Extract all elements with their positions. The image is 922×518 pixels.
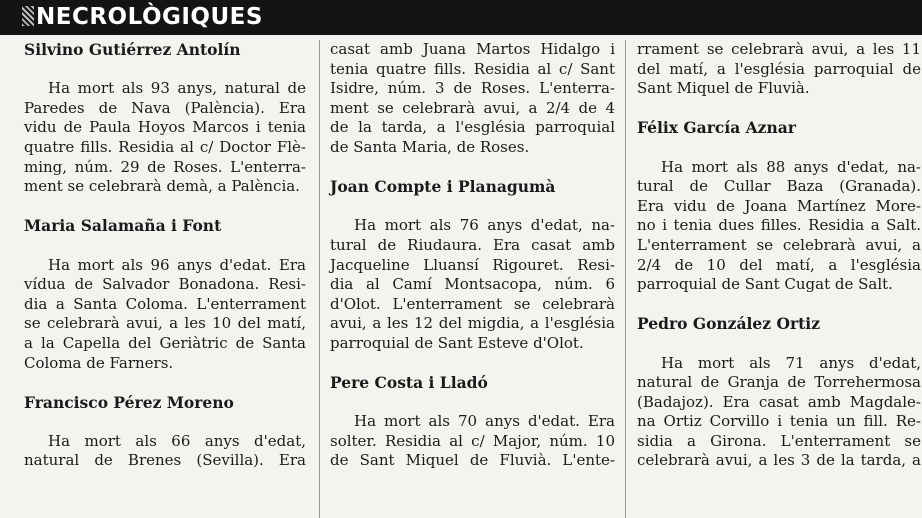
obituary-text-line: celebrarà avui, a les 3 de la tarda, a (637, 451, 921, 470)
paragraph-spacer (24, 197, 306, 217)
paragraph-spacer (330, 197, 615, 217)
obituary-text-line: ming, núm. 29 de Roses. L'enterra- (24, 157, 306, 176)
obituary-text-line: de Sant Miquel de Fluvià. L'ente- (330, 451, 615, 470)
obituary-text-line: solter. Residia al c/ Major, núm. 10 (330, 431, 615, 450)
deceased-name: Francisco Pérez Moreno (24, 392, 234, 412)
paragraph-spacer (24, 373, 306, 393)
obituary-text-line: natural de Granja de Torrehermosa (637, 373, 921, 392)
obituary-text-line: parroquial de Sant Cugat de Salt. (637, 275, 893, 294)
paragraph-spacer (330, 354, 615, 374)
obituary-column-3 (637, 40, 921, 518)
deceased-name: Pere Costa i Lladó (330, 373, 488, 393)
obituary-text-line: Ha mort als 76 anys d'edat, na- (354, 216, 615, 235)
obituary-text-line: Ha mort als 71 anys d'edat, (661, 353, 921, 372)
deceased-name: Pedro González Ortiz (637, 314, 820, 334)
header-texture-mark (22, 6, 34, 26)
obituary-text-line: vídua de Salvador Bonadona. Resi- (24, 275, 306, 294)
obituary-text-line: tural de Cullar Baza (Granada). (637, 177, 921, 196)
obituary-text-line: Ha mort als 70 anys d'edat. Era (354, 412, 615, 431)
obituary-text-line: de Santa Maria, de Roses. (330, 137, 530, 156)
obituary-text-line: tenia quatre fills. Residia al c/ Sant (330, 59, 615, 78)
obituary-text-line: del matí, a l'església parroquial de (637, 59, 921, 78)
deceased-name: Joan Compte i Planagumà (330, 177, 556, 197)
obituary-text-line: Coloma de Farners. (24, 353, 174, 372)
obituary-text-line: vidu de Paula Hoyos Marcos i tenia (24, 118, 306, 137)
section-header-bar (0, 0, 922, 35)
obituary-text-line: se celebrarà avui, a les 10 del matí, (24, 314, 306, 333)
obituary-text-line: tural de Riudaura. Era casat amb (330, 235, 615, 254)
deceased-name: Silvino Gutiérrez Antolín (24, 40, 241, 59)
obituary-text-line: de la tarda, a l'església parroquial (330, 118, 615, 137)
paragraph-spacer (24, 60, 306, 80)
obituary-text-line: dia al Camí Montsacopa, núm. 6 (330, 275, 615, 294)
obituary-text-line: Ha mort als 66 anys d'edat, (48, 431, 306, 450)
obituary-text-line: parroquial de Sant Esteve d'Olot. (330, 333, 584, 352)
obituary-text-line: Ha mort als 88 anys d'edat, na- (661, 157, 921, 176)
obituary-text-line: L'enterrament se celebrarà avui, a (637, 235, 921, 254)
obituary-column-1 (24, 40, 306, 518)
obituary-text-line: avui, a les 12 del migdia, a l'església (330, 314, 615, 333)
obituary-text-line: Paredes de Nava (Palència). Era (24, 98, 306, 117)
obituary-text-line: na Ortiz Corvillo i tenia un fill. Re- (637, 412, 921, 431)
obituary-text-line: quatre fills. Residia al c/ Doctor Flè- (24, 137, 306, 156)
obituary-text-line: Ha mort als 96 anys d'edat. Era (48, 255, 306, 274)
obituary-column-2 (330, 40, 615, 518)
obituary-text-line: casat amb Juana Martos Hidalgo i (330, 40, 615, 58)
obituary-text-line: Era vidu de Joana Martínez More- (637, 196, 921, 215)
obituary-text-line: rrament se celebrarà avui, a les 11 (637, 40, 921, 58)
paragraph-spacer (637, 138, 921, 158)
obituary-text-line: Isidre, núm. 3 de Roses. L'enterra- (330, 79, 615, 98)
obituary-text-line: sidia a Girona. L'enterrament se (637, 431, 921, 450)
column-divider (319, 40, 320, 518)
paragraph-spacer (24, 236, 306, 256)
obituary-text-line: dia a Santa Coloma. L'enterrament (24, 294, 306, 313)
obituary-text-line: natural de Brenes (Sevilla). Era (24, 451, 306, 470)
paragraph-spacer (330, 393, 615, 413)
paragraph-spacer (637, 295, 921, 315)
paragraph-spacer (24, 412, 306, 432)
paragraph-spacer (637, 334, 921, 354)
column-divider (625, 40, 626, 518)
obituary-text-line: ment se celebrarà demà, a Palència. (24, 177, 300, 196)
obituary-text-line: no i tenia dues filles. Residia a Salt. (637, 216, 921, 235)
paragraph-spacer (330, 158, 615, 178)
obituary-text-line: Sant Miquel de Fluvià. (637, 79, 810, 98)
obituary-text-line: (Badajoz). Era casat amb Magdale- (637, 392, 921, 411)
obituary-text-line: ment se celebrarà avui, a 2/4 de 4 (330, 98, 615, 117)
obituary-text-line: Ha mort als 93 anys, natural de (48, 79, 306, 98)
obituary-text-line: d'Olot. L'enterrament se celebrarà (330, 294, 615, 313)
obituary-text-line: a la Capella del Geriàtric de Santa (24, 333, 306, 352)
obituary-text-line: 2/4 de 10 del matí, a l'església (637, 255, 921, 274)
obituary-text-line: Jacqueline Lluansí Rigouret. Resi- (330, 255, 615, 274)
deceased-name: Félix García Aznar (637, 118, 796, 138)
deceased-name: Maria Salamaña i Font (24, 216, 222, 236)
section-title: NECROLÒGIQUES (36, 4, 263, 30)
paragraph-spacer (637, 99, 921, 119)
